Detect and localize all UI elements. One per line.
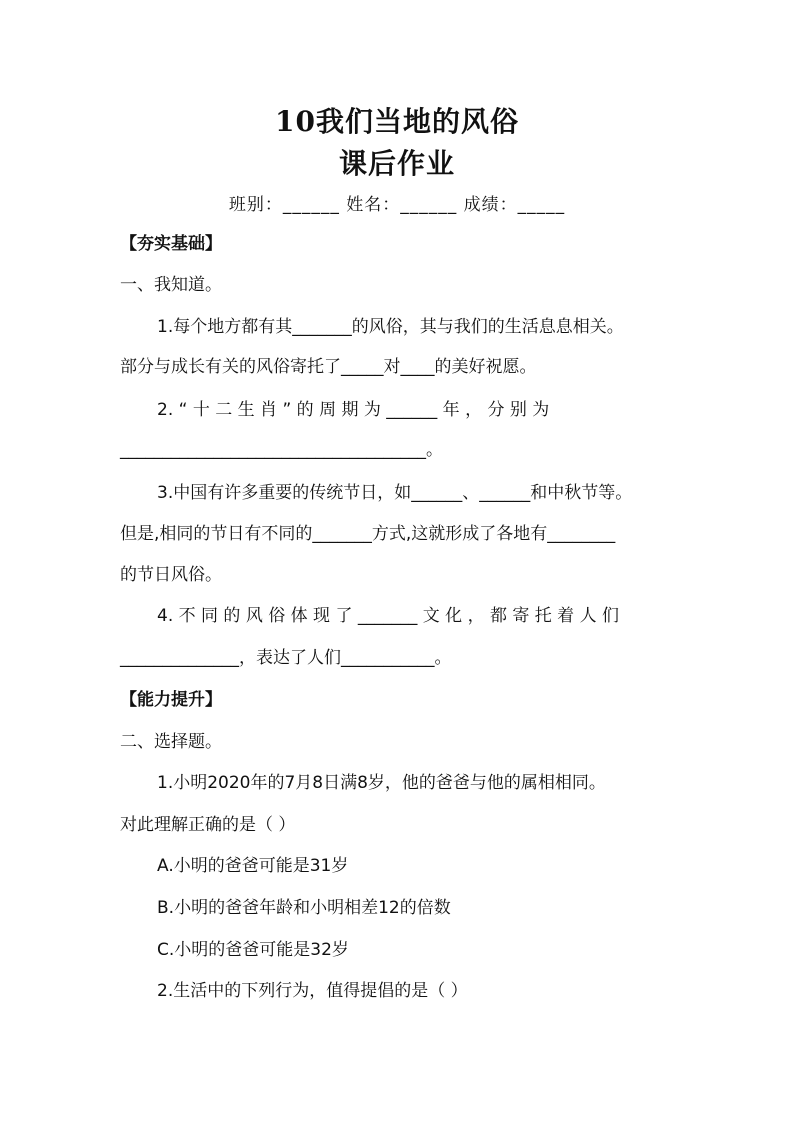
question-2-line-1: 2. “ 十 二 生 肖 ” 的 周 期 为 ______ 年 ， 分 别 为 xyxy=(157,400,550,420)
page-title: 10我们当地的风俗 xyxy=(275,105,519,138)
student-info-line: 班别：______ 姓名：______ 成绩：_____ xyxy=(228,195,566,215)
choice-question-1-option-b: B.小明的爸爸年龄和小明相差12的倍数 xyxy=(157,898,451,918)
part-title-choice: 二、选择题。 xyxy=(120,732,222,752)
choice-question-1-line-1: 1.小明2020年的7月8日满8岁，他的爸爸与他的属相相同。 xyxy=(157,773,606,793)
question-1-line-1: 1.每个地方都有其_______的风俗，其与我们的生活息息相关。 xyxy=(157,317,624,337)
section-heading-ability: 【能力提升】 xyxy=(120,690,222,710)
question-2-line-2: ____________________________________。 xyxy=(120,440,443,460)
part-title-know: 一、我知道。 xyxy=(120,275,222,295)
choice-question-1-line-2: 对此理解正确的是（ ） xyxy=(120,815,296,835)
section-heading-basics: 【夯实基础】 xyxy=(120,234,222,254)
question-3-line-3: 的节日风俗。 xyxy=(120,565,222,585)
choice-question-1-option-c: C.小明的爸爸可能是32岁 xyxy=(157,940,349,960)
question-3-line-1: 3.中国有许多重要的传统节日，如______、______和中秋节等。 xyxy=(157,483,633,503)
choice-question-1-option-a: A.小明的爸爸可能是31岁 xyxy=(157,856,349,876)
question-3-line-2: 但是,相同的节日有不同的_______方式,这就形成了各地有________ xyxy=(120,524,616,544)
question-4-line-1: 4. 不 同 的 风 俗 体 现 了 _______ 文 化 ， 都 寄 托 着 人 们 xyxy=(157,606,619,626)
question-4-line-2: ______________，表达了人们___________。 xyxy=(120,648,452,668)
question-1-line-2: 部分与成长有关的风俗寄托了_____对____的美好祝愿。 xyxy=(120,357,537,377)
page-subtitle: 课后作业 xyxy=(338,147,455,180)
choice-question-2-line-1: 2.生活中的下列行为，值得提倡的是（ ） xyxy=(157,981,468,1001)
